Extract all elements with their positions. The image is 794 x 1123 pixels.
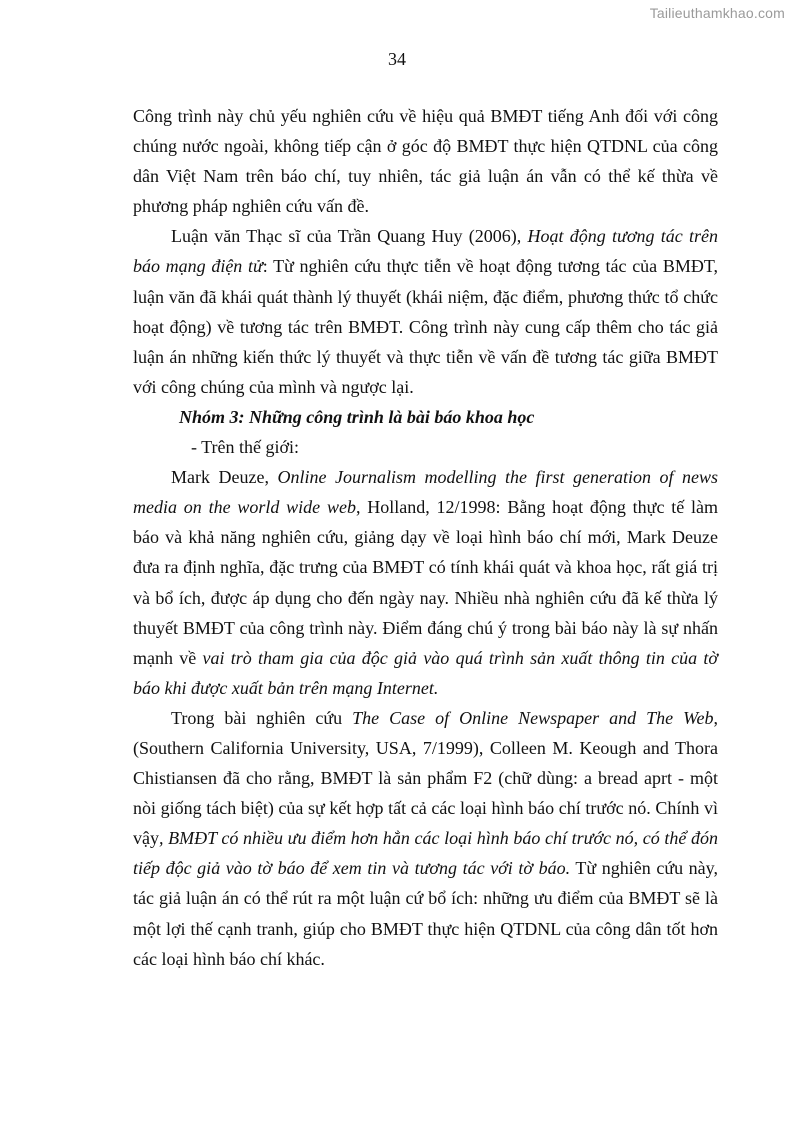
paragraph-3-title: Online Journalism modelling the first generation of news media on the world wide web	[133, 467, 718, 518]
section-heading: Nhóm 3: Những công trình là bài báo khoa học	[179, 406, 535, 427]
paragraph-3-text-c: , Holland, 12/1998: Bằng hoạt động thực tế làm báo và khả năng nghiên cứu, giảng dạy về loại hình báo chí mới, Mark Deuze đưa ra định nghĩa, đặc trưng của BMĐT có tính khái quát và khoa học, rất giá trị và bổ ích, được áp dụng cho đến ngày nay. Nhiều nhà nghiên cứu đã kế thừa lý thuyết BMĐT của công trình này. Điểm đáng chú ý trong bài báo này là sự nhấn mạnh về	[133, 497, 718, 668]
paragraph-3-emphasis: vai trò tham gia của độc giả vào quá trình sản xuất thông tin của tờ báo khi được xuất bản trên mạng Internet.	[133, 647, 718, 698]
paragraph-2-title: Hoạt động tương tác trên báo mạng điện tử	[133, 226, 718, 277]
paragraph-2-text-a: Luận văn Thạc sĩ của Trần Quang Huy (2006),	[171, 226, 528, 247]
page-number: 34	[388, 49, 406, 69]
paragraph-4-emphasis: , BMĐT có nhiều ưu điểm hơn hẳn các loại hình báo chí trước nó, có thể đón tiếp độc giả vào tờ báo để xem tin và tương tác với tờ báo.	[133, 828, 718, 879]
paragraph-4-title: The Case of Online Newspaper and The Web	[352, 707, 714, 728]
paragraph-2-text-c: : Từ nghiên cứu thực tiễn về hoạt động tương tác của BMĐT, luận văn đã khái quát thành lý thuyết (khái niệm, đặc điểm, phương thức tổ chức hoạt động) về tương tác trên BMĐT. Công trình này cung cấp thêm cho tác giả luận án những kiến thức lý thuyết và thực tiễn về vấn đề tương tác giữa BMĐT với công chúng của mình và ngược lại.	[133, 256, 719, 397]
section-subheading: - Trên thế giới:	[191, 437, 300, 458]
paragraph-4-text-c: , (Southern California University, USA, 7/1999), Colleen M. Keough and Thora Chistiansen đã cho rằng, BMĐT là sản phẩm F2 (chữ dùng: a bread aprt - một nòi giống tách biệt) của sự kết hợp tất cả các loại hình báo chí trước nó. Chính vì vậy	[133, 707, 718, 849]
paragraph-1: Công trình này chủ yếu nghiên cứu về hiệu quả BMĐT tiếng Anh đối với công chúng nước ngoài, không tiếp cận ở góc độ BMĐT thực hiện QTDNL của công dân Việt Nam trên báo chí, tuy nhiên, tác giả luận án vẫn có thể kế thừa về phương pháp nghiên cứu vấn đề.	[133, 106, 718, 217]
paragraph-3-text-a: Mark Deuze,	[171, 467, 278, 488]
paragraph-4	[133, 703, 718, 974]
paragraph-3	[133, 462, 718, 703]
paragraph-4-text-a: Trong bài nghiên cứu	[171, 707, 353, 728]
paragraph-4-text-e: Từ nghiên cứu này, tác giả luận án có thể rút ra một luận cứ bổ ích: những ưu điểm của BMĐT sẽ là một lợi thế cạnh tranh, giúp cho BMĐT thực hiện QTDNL của công dân tốt hơn các loại hình báo chí khác.	[133, 858, 719, 969]
watermark: Tailieuthamkhao.com	[649, 5, 785, 21]
paragraph-2	[133, 221, 718, 402]
document-body	[133, 101, 718, 974]
